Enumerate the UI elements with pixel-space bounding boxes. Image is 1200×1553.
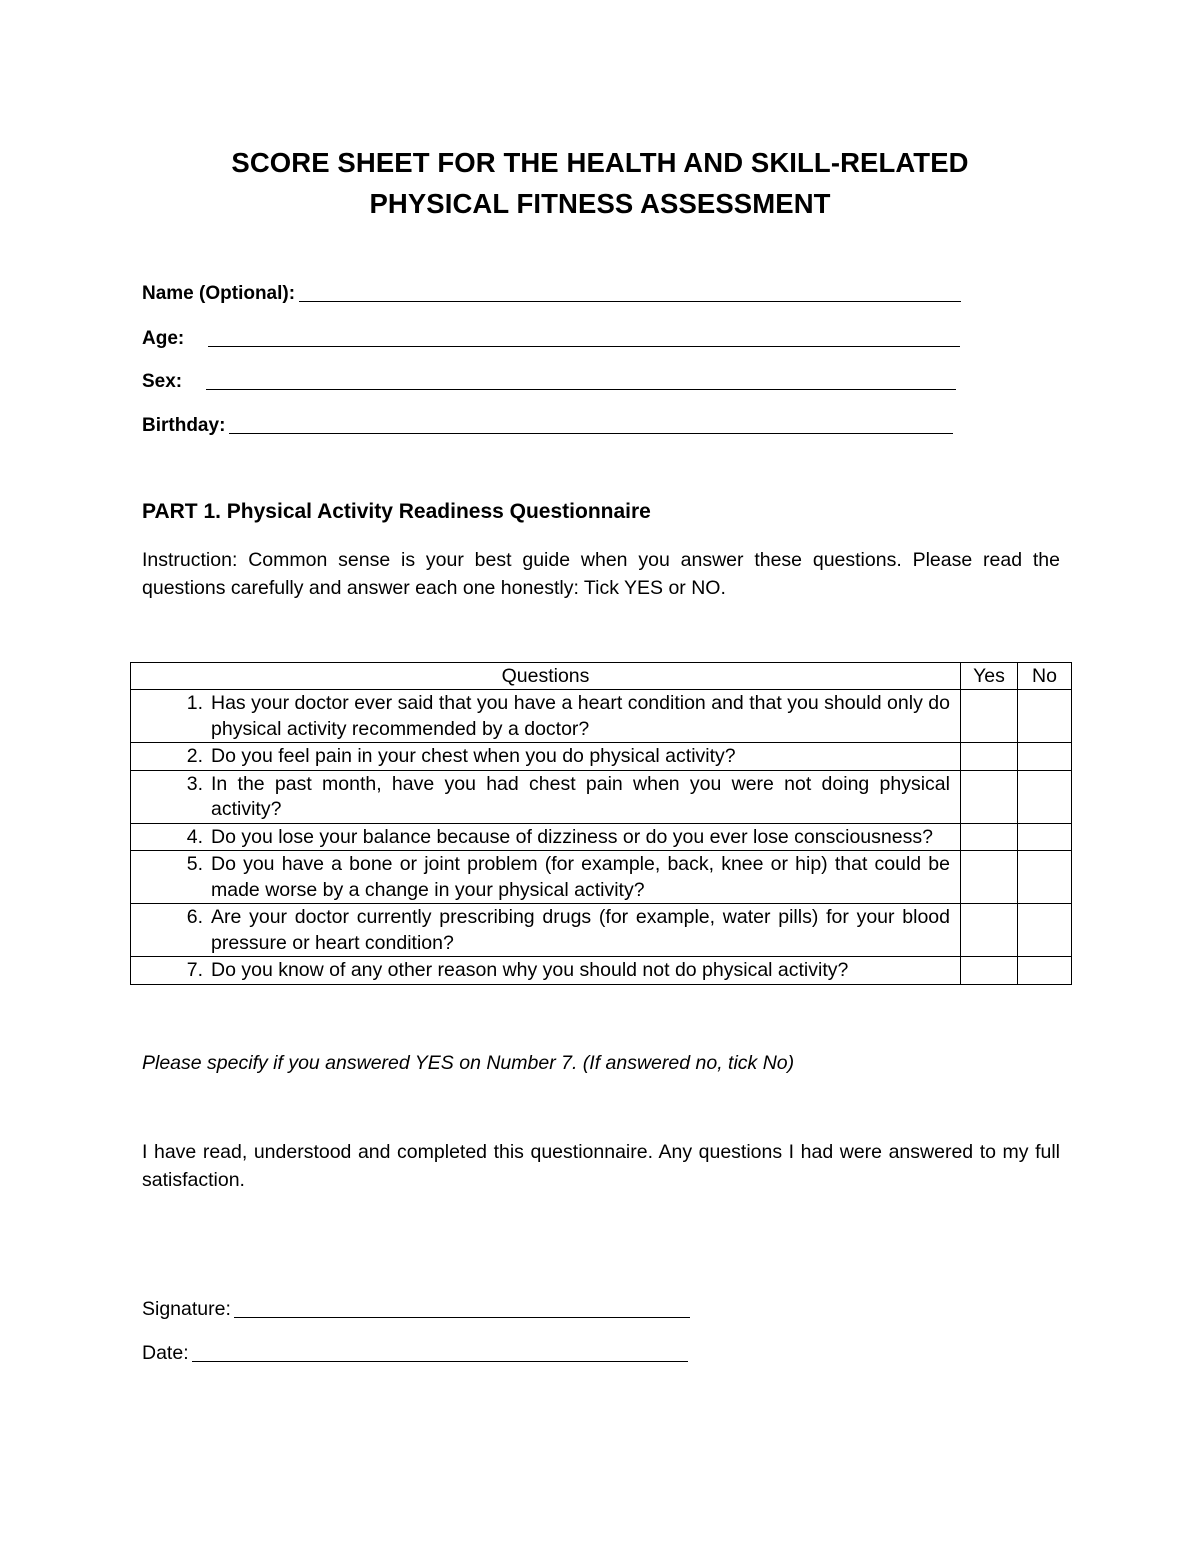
date-label: Date: bbox=[142, 1342, 189, 1364]
table-row bbox=[131, 690, 1072, 743]
question-text: Are your doctor currently prescribing drugs (for example, water pills) for your blood pressure or heart condition? bbox=[211, 906, 950, 954]
date-blank-line[interactable] bbox=[192, 1360, 688, 1362]
no-checkbox-cell[interactable] bbox=[1018, 904, 1072, 957]
question-cell bbox=[131, 743, 961, 771]
name-label: Name (Optional): bbox=[142, 283, 296, 304]
question-cell bbox=[131, 770, 961, 823]
question-text: Has your doctor ever said that you have a heart condition and that you should only do physical activity recommended by a doctor? bbox=[211, 692, 950, 740]
questionnaire-table bbox=[130, 662, 1072, 985]
table-row bbox=[131, 743, 1072, 771]
header-questions: Questions bbox=[131, 663, 961, 690]
yes-checkbox-cell[interactable] bbox=[961, 851, 1018, 904]
question-text: Do you have a bone or joint problem (for example, back, knee or hip) that could be made worse by a change in your physical activity? bbox=[211, 853, 950, 901]
yes-checkbox-cell[interactable] bbox=[961, 823, 1018, 851]
no-checkbox-cell[interactable] bbox=[1018, 690, 1072, 743]
yes-checkbox-cell[interactable] bbox=[961, 770, 1018, 823]
age-field[interactable] bbox=[142, 328, 960, 350]
no-checkbox-cell[interactable] bbox=[1018, 770, 1072, 823]
yes-checkbox-cell[interactable] bbox=[961, 743, 1018, 771]
question-number: 7. bbox=[186, 959, 203, 981]
name-field[interactable] bbox=[142, 283, 961, 305]
birthday-field[interactable] bbox=[142, 415, 953, 437]
no-checkbox-cell[interactable] bbox=[1018, 743, 1072, 771]
header-no: No bbox=[1018, 663, 1072, 690]
question-cell bbox=[131, 851, 961, 904]
question-number: 1. bbox=[186, 692, 203, 714]
title-line-1: SCORE SHEET FOR THE HEALTH AND SKILL-RELATED bbox=[231, 147, 969, 178]
table-header-row bbox=[131, 663, 1072, 690]
question-cell bbox=[131, 823, 961, 851]
part1-heading: PART 1. Physical Activity Readiness Questionnaire bbox=[142, 500, 651, 523]
sex-label: Sex: bbox=[142, 371, 183, 392]
date-field[interactable] bbox=[142, 1342, 688, 1365]
question-text: Do you lose your balance because of dizziness or do you ever lose consciousness? bbox=[211, 825, 933, 848]
table-row bbox=[131, 904, 1072, 957]
question-number: 4. bbox=[186, 825, 203, 848]
declaration-text: I have read, understood and completed this questionnaire. Any questions I had were answered to my full satisfaction. bbox=[142, 1141, 1060, 1191]
name-blank-line[interactable] bbox=[299, 300, 961, 302]
birthday-label: Birthday: bbox=[142, 415, 226, 436]
sex-field[interactable] bbox=[142, 371, 956, 393]
question-cell bbox=[131, 904, 961, 957]
question-7-note: Please specify if you answered YES on Number 7. (If answered no, tick No) bbox=[142, 1052, 795, 1074]
no-checkbox-cell[interactable] bbox=[1018, 851, 1072, 904]
signature-blank-line[interactable] bbox=[234, 1316, 690, 1318]
age-blank-line[interactable] bbox=[208, 345, 960, 347]
question-text: Do you know of any other reason why you should not do physical activity? bbox=[211, 959, 849, 981]
birthday-blank-line[interactable] bbox=[229, 432, 953, 434]
signature-label: Signature: bbox=[142, 1298, 231, 1320]
table-row bbox=[131, 851, 1072, 904]
question-text: In the past month, have you had chest pain when you were not doing physical activity? bbox=[211, 772, 950, 820]
question-number: 6. bbox=[186, 906, 203, 928]
table-row bbox=[131, 823, 1072, 851]
question-number: 3. bbox=[186, 772, 203, 795]
document-title bbox=[0, 142, 1200, 224]
no-checkbox-cell[interactable] bbox=[1018, 823, 1072, 851]
table-row bbox=[131, 770, 1072, 823]
sex-blank-line[interactable] bbox=[206, 388, 956, 390]
table-row bbox=[131, 957, 1072, 985]
yes-checkbox-cell[interactable] bbox=[961, 957, 1018, 985]
yes-checkbox-cell[interactable] bbox=[961, 904, 1018, 957]
yes-checkbox-cell[interactable] bbox=[961, 690, 1018, 743]
question-number: 5. bbox=[186, 853, 203, 875]
signature-field[interactable] bbox=[142, 1298, 690, 1321]
question-cell bbox=[131, 957, 961, 985]
no-checkbox-cell[interactable] bbox=[1018, 957, 1072, 985]
part1-instruction: Instruction: Common sense is your best guide when you answer these questions. Please read the questions carefully and answer each one honestly: Tick YES or NO. bbox=[142, 549, 1060, 599]
age-label: Age: bbox=[142, 328, 185, 349]
title-line-2: PHYSICAL FITNESS ASSESSMENT bbox=[369, 188, 831, 219]
header-yes: Yes bbox=[961, 663, 1018, 690]
question-cell bbox=[131, 690, 961, 743]
question-number: 2. bbox=[186, 745, 203, 767]
question-text: Do you feel pain in your chest when you do physical activity? bbox=[211, 745, 736, 767]
